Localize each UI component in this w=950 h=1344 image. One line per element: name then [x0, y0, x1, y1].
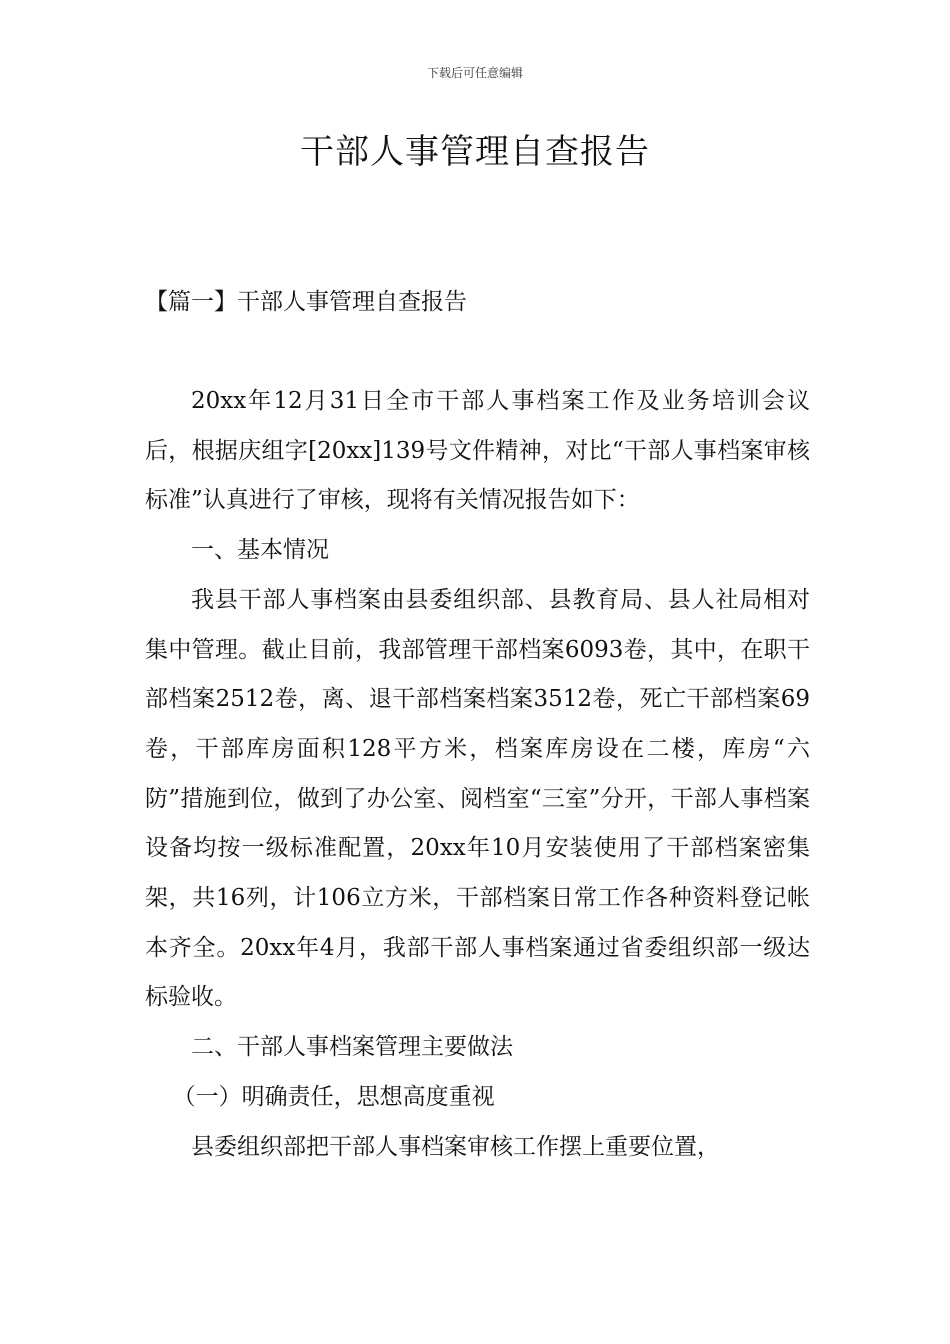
body-text [145, 377, 810, 1172]
header-note: 下载后可任意编辑 [426, 66, 523, 80]
heading-main-practices: 二、干部人事档案管理主要做法 [191, 1034, 513, 1061]
paragraph-basic-situation: 我县干部人事档案由县委组织部、县教育局、县人社局相对集中管理。截止目前，我部管理干部档案6093卷，其中，在职干部档案2512卷，离、退干部档案档案3512卷，死亡干部档案69卷，干部库房面积128平方米，档案库房设在二楼，库房“六防”措施到位，做到了办公室、阅档室“三室”分开，干部人事档案设备均按一级标准配置，20xx年10月安装使用了干部档案密集架，共16列，计106立方米，干部档案日常工作各种资料登记帐本齐全。20xx年4月，我部干部人事档案通过省委组织部一级达标验收。 [145, 586, 810, 1011]
paragraph-responsibility: 县委组织部把干部人事档案审核工作摆上重要位置， [191, 1133, 720, 1160]
section-heading: 【篇一】干部人事管理自查报告 [145, 289, 467, 315]
heading-basic-situation: 一、基本情况 [191, 537, 329, 564]
document-title: 干部人事管理自查报告 [300, 132, 650, 172]
paragraph-intro: 20xx年12月31日全市干部人事档案工作及业务培训会议后，根据庆组字[20xx]139号文件精神，对比“干部人事档案审核标准”认真进行了审核，现将有关情况报告如下： [145, 388, 810, 514]
subheading-responsibility: （一）明确责任，思想高度重视 [172, 1083, 495, 1110]
